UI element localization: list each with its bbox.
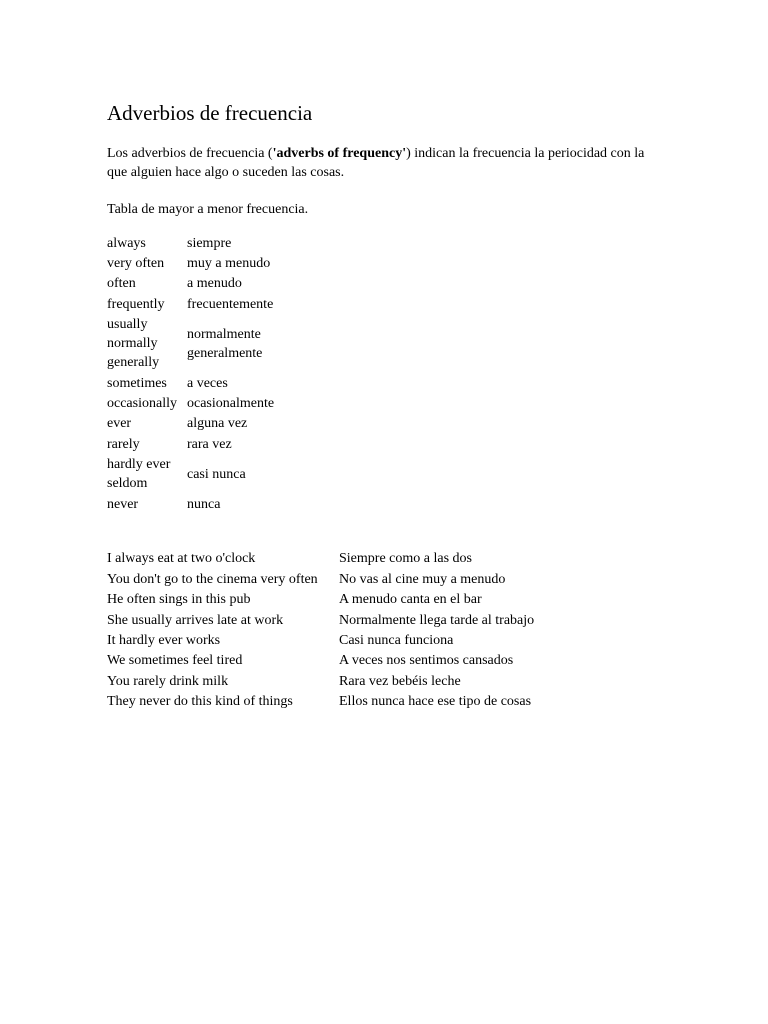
adverb-spanish-cell bbox=[187, 294, 274, 314]
adverb-spanish-cell bbox=[187, 233, 274, 253]
example-spanish: Ellos nunca hace ese tipo de cosas bbox=[339, 694, 532, 710]
example-english: They never do this kind of things bbox=[107, 694, 293, 710]
adverb-spanish-cell bbox=[187, 494, 274, 514]
example-row bbox=[107, 691, 534, 711]
adverb-english: normally bbox=[107, 336, 158, 352]
adverb-english: generally bbox=[107, 355, 160, 371]
adverb-spanish: normalmente bbox=[187, 326, 261, 342]
example-spanish: Casi nunca funciona bbox=[339, 632, 454, 648]
example-row bbox=[107, 569, 534, 589]
page-title: Adverbios de frecuencia bbox=[107, 101, 313, 125]
adverb-spanish-cell bbox=[187, 414, 274, 434]
example-row bbox=[107, 651, 534, 671]
example-english: I always eat at two o'clock bbox=[107, 551, 256, 567]
adverb-spanish-cell bbox=[187, 393, 274, 413]
adverb-english: frequently bbox=[107, 296, 165, 312]
adverb-english-cell bbox=[107, 253, 187, 273]
adverb-english-cell bbox=[107, 393, 187, 413]
example-english: She usually arrives late at work bbox=[107, 612, 284, 628]
adverb-english: sometimes bbox=[107, 375, 167, 391]
intro-bold-term: 'adverbs of frequency' bbox=[272, 146, 407, 161]
adverb-spanish: nunca bbox=[187, 497, 221, 513]
adverb-spanish: frecuentemente bbox=[187, 296, 274, 312]
adverb-english: occasionally bbox=[107, 396, 177, 412]
adverb-english-cell bbox=[107, 294, 187, 314]
examples-table bbox=[107, 549, 534, 712]
examples-table-body bbox=[107, 549, 534, 712]
adverb-english: always bbox=[107, 235, 146, 251]
intro-paragraph bbox=[107, 144, 667, 182]
adverb-spanish: alguna vez bbox=[187, 416, 248, 432]
adverb-row bbox=[107, 494, 274, 514]
example-row bbox=[107, 589, 534, 609]
adverbs-table bbox=[107, 233, 274, 515]
adverb-spanish: muy a menudo bbox=[187, 255, 271, 271]
example-english: He often sings in this pub bbox=[107, 592, 251, 608]
adverb-english: ever bbox=[107, 416, 132, 432]
example-spanish: No vas al cine muy a menudo bbox=[339, 571, 506, 587]
example-row bbox=[107, 549, 534, 569]
adverb-row bbox=[107, 314, 274, 373]
adverb-english-cell bbox=[107, 373, 187, 393]
adverb-english: very often bbox=[107, 255, 165, 271]
intro-text-end: ) indican la frecuencia la periocidad con la que alguien hace algo o suceden las cosas. bbox=[107, 146, 645, 180]
adverb-spanish-cell bbox=[187, 434, 274, 454]
adverb-english-cell bbox=[107, 434, 187, 454]
adverb-row bbox=[107, 434, 274, 454]
example-spanish: Siempre como a las dos bbox=[339, 551, 472, 567]
example-spanish: A menudo canta en el bar bbox=[339, 592, 482, 608]
example-english: It hardly ever works bbox=[107, 632, 221, 648]
adverb-row bbox=[107, 274, 274, 294]
adverb-english-cell bbox=[107, 314, 187, 373]
adverb-spanish-cell bbox=[187, 274, 274, 294]
adverb-english: rarely bbox=[107, 436, 140, 452]
adverb-spanish: rara vez bbox=[187, 436, 232, 452]
adverb-spanish: ocasionalmente bbox=[187, 396, 275, 412]
adverb-spanish: siempre bbox=[187, 235, 232, 251]
document-page bbox=[107, 98, 727, 712]
example-english: We sometimes feel tired bbox=[107, 653, 243, 669]
adverb-english-cell bbox=[107, 233, 187, 253]
adverb-english-cell bbox=[107, 414, 187, 434]
example-spanish: Normalmente llega tarde al trabajo bbox=[339, 612, 535, 628]
adverb-english: never bbox=[107, 497, 139, 513]
adverb-row bbox=[107, 294, 274, 314]
adverbs-table-body bbox=[107, 233, 274, 515]
adverb-row bbox=[107, 253, 274, 273]
example-english: You don't go to the cinema very often bbox=[107, 571, 318, 587]
adverb-spanish: a veces bbox=[187, 375, 228, 391]
adverb-english: usually bbox=[107, 317, 148, 333]
table-subtitle: Tabla de mayor a menor frecuencia. bbox=[107, 202, 309, 217]
adverb-row bbox=[107, 454, 274, 494]
example-spanish: Rara vez bebéis leche bbox=[339, 673, 461, 689]
intro-text-start: Los adverbios de frecuencia ( bbox=[107, 146, 273, 161]
adverb-spanish-cell bbox=[187, 253, 274, 273]
adverb-row bbox=[107, 414, 274, 434]
adverb-english: seldom bbox=[107, 476, 148, 492]
adverb-spanish: a menudo bbox=[187, 276, 242, 292]
adverb-spanish-cell bbox=[187, 454, 274, 494]
adverb-english: often bbox=[107, 276, 136, 292]
adverb-row bbox=[107, 233, 274, 253]
example-row bbox=[107, 671, 534, 691]
adverb-english-cell bbox=[107, 454, 187, 494]
adverb-english-cell bbox=[107, 494, 187, 514]
adverb-spanish: casi nunca bbox=[187, 466, 246, 482]
adverb-english: hardly ever bbox=[107, 457, 171, 473]
example-row bbox=[107, 630, 534, 650]
adverb-spanish-cell bbox=[187, 314, 274, 373]
example-english: You rarely drink milk bbox=[107, 673, 229, 689]
example-row bbox=[107, 610, 534, 630]
adverb-english-cell bbox=[107, 274, 187, 294]
adverb-row bbox=[107, 393, 274, 413]
example-spanish: A veces nos sentimos cansados bbox=[339, 653, 514, 669]
adverb-spanish-cell bbox=[187, 373, 274, 393]
adverb-spanish: generalmente bbox=[187, 345, 263, 361]
adverb-row bbox=[107, 373, 274, 393]
